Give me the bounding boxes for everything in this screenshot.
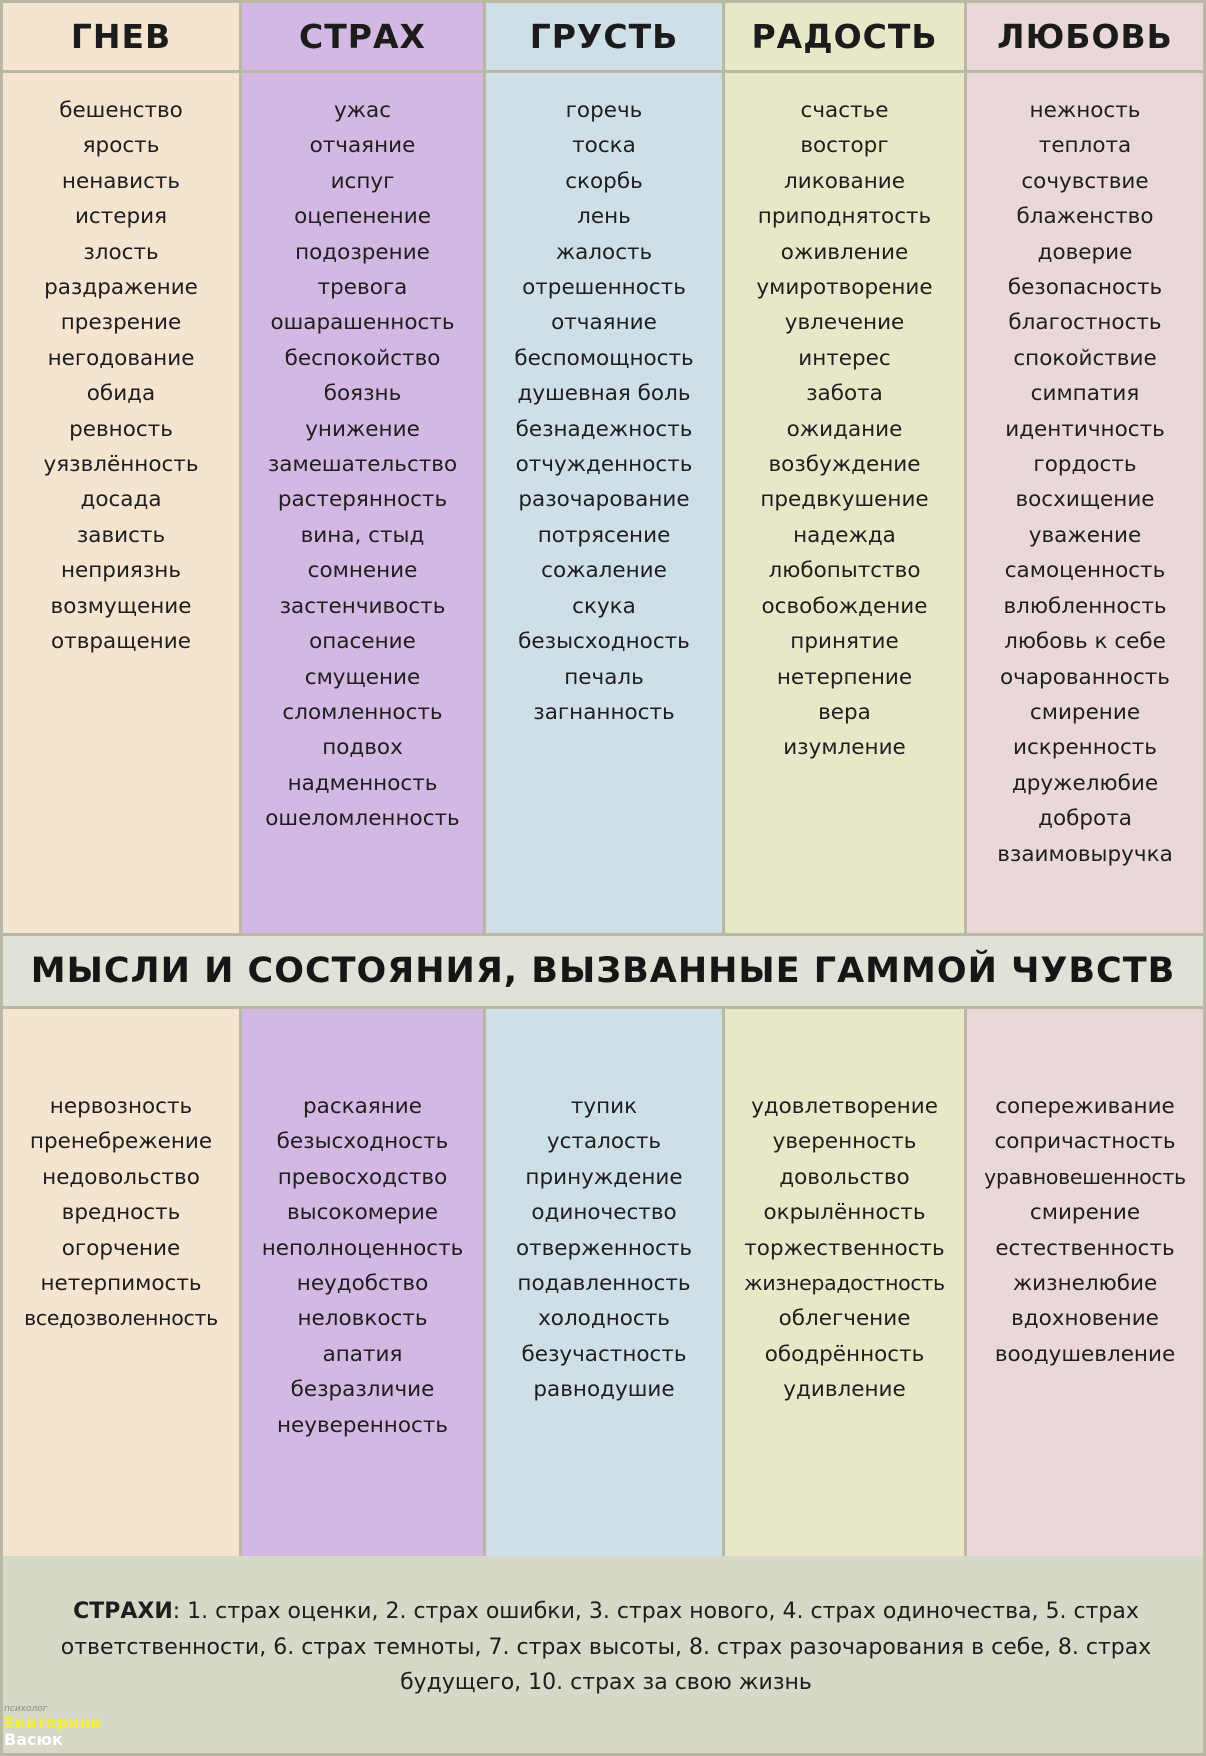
list-item: воодушевление [994, 1341, 1176, 1367]
list-item: горечь [565, 98, 643, 123]
list-item: искренность [1013, 735, 1157, 761]
list-item: возбуждение [768, 452, 921, 478]
list-item: уравновешенность [984, 1164, 1186, 1189]
list-item: надежда [793, 522, 896, 548]
list-item: удивление [783, 1377, 906, 1403]
logo-last-name: Васюк [4, 1730, 63, 1749]
list-item: безучастность [521, 1341, 687, 1367]
states-fear-list [239, 1006, 486, 1559]
list-item: жизнерадостность [744, 1271, 945, 1296]
list-item: теплота [1038, 133, 1132, 159]
list-item: любопытство [768, 558, 921, 584]
list-item: самоценность [1004, 558, 1166, 584]
list-item: уважение [1028, 522, 1142, 548]
section-title: МЫСЛИ И СОСТОЯНИЯ, ВЫЗВАННЫЕ ГАММОЙ ЧУВСТВ [30, 951, 1176, 991]
list-item: апатия [322, 1341, 403, 1367]
list-item: нервозность [49, 1094, 193, 1119]
list-item: вседозволенность [24, 1306, 218, 1331]
list-item: бешенство [59, 98, 183, 123]
list-item: тоска [572, 133, 636, 159]
list-item: загнанность [533, 699, 675, 725]
emotions-sadness-list [483, 70, 725, 936]
header-fear [239, 0, 486, 73]
emotions-joy-list [722, 70, 967, 936]
list-item: вера [818, 699, 871, 725]
list-item: ошеломленность [265, 806, 460, 832]
list-item: симпатия [1030, 381, 1140, 407]
list-item: ободрённость [764, 1341, 925, 1367]
list-item: уверенность [772, 1129, 917, 1155]
list-item: довольство [779, 1164, 910, 1190]
list-item: смущение [304, 664, 421, 690]
list-item: жалость [555, 239, 653, 265]
list-item: влюбленность [1003, 593, 1167, 619]
list-item: негодование [47, 345, 195, 371]
list-item: недовольство [42, 1164, 200, 1190]
list-item: любовь к себе [1004, 629, 1166, 655]
list-item: безысходность [518, 629, 690, 655]
fears-text [33, 1594, 1179, 1701]
states-joy-list [722, 1006, 967, 1559]
list-item: равнодушие [533, 1377, 675, 1403]
logo-caption: психолог [4, 1704, 48, 1714]
list-item: превосходство [277, 1164, 448, 1190]
header-anger [0, 0, 242, 73]
header-row [0, 0, 1206, 73]
list-item: предвкушение [760, 487, 929, 513]
states-love-list [964, 1006, 1206, 1559]
header-sadness-label: ГРУСТЬ [529, 17, 679, 56]
list-item: увлечение [784, 310, 905, 336]
list-item: скорбь [565, 168, 643, 194]
list-item: уязвлённость [43, 452, 199, 478]
emotions-love-list [964, 70, 1206, 936]
list-item: лень [577, 204, 631, 230]
list-item: нетерпимость [40, 1271, 202, 1297]
list-item: естественность [995, 1235, 1175, 1261]
list-item: холодность [538, 1306, 670, 1332]
list-item: ярость [82, 133, 160, 159]
list-item: возмущение [50, 593, 192, 619]
list-item: тревога [317, 275, 408, 301]
list-item: застенчивость [279, 593, 446, 619]
list-item: беспомощность [514, 345, 694, 371]
list-item: боязнь [323, 381, 402, 407]
list-item: тупик [570, 1094, 638, 1119]
list-item: неуверенность [276, 1412, 449, 1438]
list-item: доброта [1038, 806, 1132, 832]
list-item: нетерпение [776, 664, 913, 690]
list-item: ошарашенность [270, 310, 455, 336]
list-item: зависть [76, 522, 166, 548]
list-item: отчаяние [309, 133, 416, 159]
list-item: раздражение [44, 275, 198, 301]
list-item: восхищение [1015, 487, 1155, 513]
list-item: вдохновение [1011, 1306, 1159, 1332]
list-item: интерес [798, 345, 891, 371]
header-sadness [483, 0, 725, 73]
states-row [0, 1006, 1206, 1559]
list-item: неловкость [297, 1306, 428, 1332]
list-item: душевная боль [517, 381, 691, 407]
list-item: освобождение [761, 593, 928, 619]
emotions-fear-list [239, 70, 486, 936]
list-item: неприязнь [60, 558, 182, 584]
list-item: подавленность [517, 1271, 691, 1297]
list-item: счастье [800, 98, 889, 123]
list-item: сломленность [282, 699, 443, 725]
emotions-row [0, 70, 1206, 936]
list-item: скука [572, 593, 636, 619]
list-item: восторг [800, 133, 889, 159]
list-item: гордость [1033, 452, 1137, 478]
list-item: одиночество [531, 1200, 677, 1226]
states-sadness-list [483, 1006, 725, 1559]
header-fear-label: СТРАХ [299, 17, 426, 56]
list-item: забота [806, 381, 883, 407]
section-banner [0, 933, 1206, 1009]
list-item: окрылённость [763, 1200, 926, 1226]
list-item: вредность [61, 1200, 181, 1226]
list-item: неудобство [296, 1271, 429, 1297]
list-item: благостность [1008, 310, 1162, 336]
list-item: печаль [564, 664, 644, 690]
list-item: разочарование [518, 487, 690, 513]
list-item: потрясение [537, 522, 671, 548]
list-item: усталость [546, 1129, 662, 1155]
header-anger-label: ГНЕВ [70, 17, 172, 56]
list-item: злость [83, 239, 159, 265]
list-item: испуг [330, 168, 395, 194]
author-logo [4, 1704, 144, 1748]
list-item: облегчение [778, 1306, 911, 1332]
list-item: истерия [74, 204, 168, 230]
list-item: безысходность [276, 1129, 449, 1155]
fears-footer [0, 1556, 1206, 1756]
list-item: унижение [305, 416, 420, 442]
list-item: подозрение [295, 239, 430, 265]
list-item: безразличие [290, 1377, 435, 1403]
list-item: взаимовыручка [997, 841, 1173, 867]
list-item: огорчение [61, 1235, 181, 1261]
list-item: ненависть [61, 168, 181, 194]
list-item: досада [80, 487, 162, 513]
list-item: изумление [783, 735, 906, 761]
list-item: сожаление [541, 558, 667, 584]
list-item: смирение [1029, 1200, 1141, 1226]
list-item: презрение [60, 310, 182, 336]
list-item: принятие [790, 629, 899, 655]
list-item: сомнение [307, 558, 418, 584]
list-item: сопереживание [995, 1094, 1175, 1119]
list-item: доверие [1037, 239, 1133, 265]
list-item: сочувствие [1021, 168, 1149, 194]
list-item: отрешенность [522, 275, 686, 301]
list-item: высокомерие [286, 1200, 439, 1226]
fears-list: : 1. страх оценки, 2. страх ошибки, 3. страх нового, 4. страх одиночества, 5. страх ответственности, 6. страх темноты, 7. страх высоты, 8. страх разочарования в себе, 8. страх будущего, 10. страх за свою жизнь [60, 1599, 1152, 1695]
list-item: надменность [287, 770, 438, 796]
list-item: ужас [333, 98, 392, 123]
list-item: торжественность [744, 1235, 945, 1261]
logo-first-name: Екатерина [4, 1713, 102, 1732]
list-item: подвох [322, 735, 403, 761]
list-item: блаженство [1016, 204, 1154, 230]
list-item: умиротворение [756, 275, 933, 301]
list-item: замешательство [267, 452, 458, 478]
list-item: ожидание [786, 416, 903, 442]
list-item: отвращение [51, 629, 191, 655]
header-love-label: ЛЮБОВЬ [997, 17, 1173, 56]
list-item: пренебрежение [29, 1129, 213, 1155]
header-joy [722, 0, 967, 73]
list-item: беспокойство [284, 345, 441, 371]
list-item: безопасность [1007, 275, 1163, 301]
list-item: нежность [1029, 98, 1141, 123]
list-item: жизнелюбие [1012, 1271, 1158, 1297]
list-item: ликование [784, 168, 905, 194]
list-item: оцепенение [294, 204, 431, 230]
header-joy-label: РАДОСТЬ [751, 17, 938, 56]
list-item: спокойствие [1013, 345, 1157, 371]
list-item: смирение [1029, 699, 1141, 725]
emotions-anger-list [0, 70, 242, 936]
fears-label: СТРАХИ [73, 1599, 173, 1624]
list-item: вина, стыд [300, 522, 425, 548]
list-item: ревность [69, 416, 173, 442]
header-love [964, 0, 1206, 73]
list-item: обида [86, 381, 156, 407]
list-item: раскаяние [303, 1094, 422, 1119]
states-anger-list [0, 1006, 242, 1559]
list-item: отверженность [515, 1235, 693, 1261]
list-item: оживление [780, 239, 909, 265]
list-item: приподнятость [757, 204, 932, 230]
list-item: безнадежность [515, 416, 693, 442]
list-item: отчужденность [515, 452, 693, 478]
list-item: дружелюбие [1011, 770, 1159, 796]
list-item: очарованность [1000, 664, 1170, 690]
list-item: опасение [309, 629, 416, 655]
list-item: растерянность [277, 487, 448, 513]
list-item: принуждение [525, 1164, 683, 1190]
list-item: неполноценность [261, 1235, 464, 1261]
list-item: идентичность [1005, 416, 1165, 442]
list-item: удовлетворение [751, 1094, 938, 1119]
list-item: сопричастность [994, 1129, 1176, 1155]
list-item: отчаяние [551, 310, 657, 336]
